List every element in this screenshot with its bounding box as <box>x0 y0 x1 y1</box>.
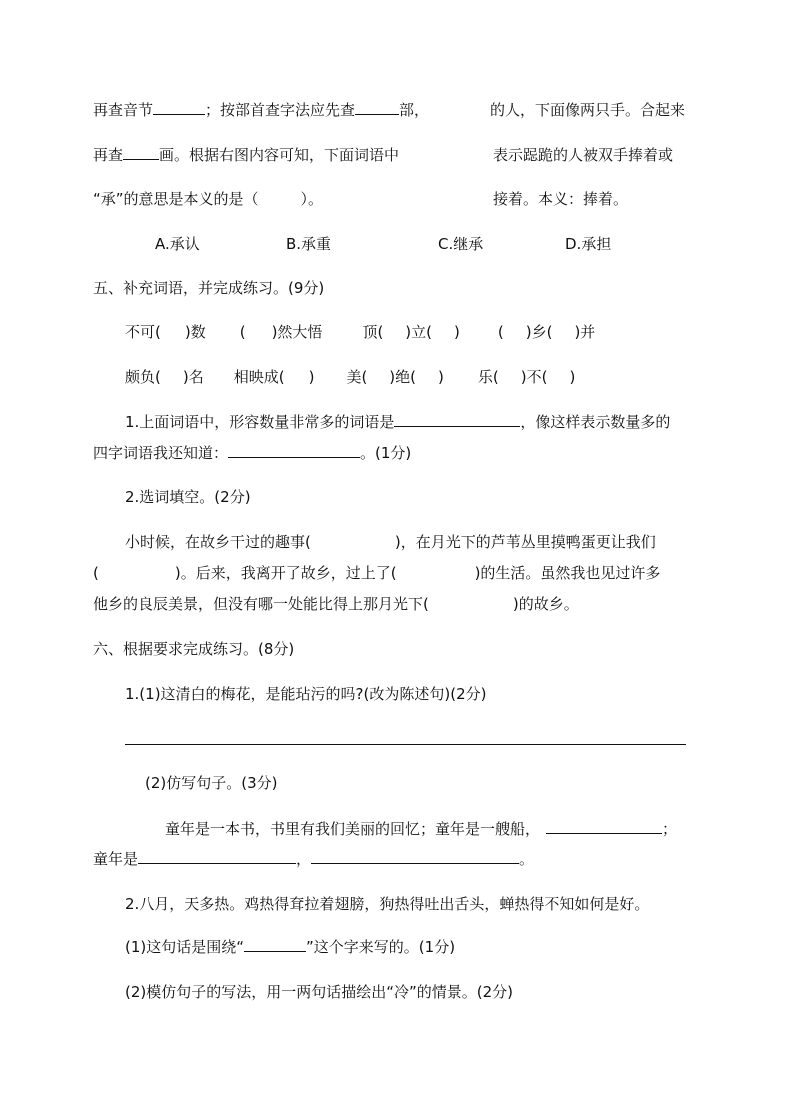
imitation-line-1: 童年是一本书，书里有我们美丽的回忆；童年是一艘船， ； <box>165 820 678 838</box>
option-d: D.承担 <box>565 235 612 253</box>
question-6-2: 2.八月，天多热。鸡热得耷拉着翅膀，狗热得吐出舌头，蝉热得不知如何是好。 <box>125 895 650 913</box>
question-5-2: 2.选词填空。(2分) <box>125 488 251 506</box>
line-1: 再查音节 ；按部首查字法应先查 部， <box>93 101 430 119</box>
blank-imitation-1[interactable] <box>546 819 662 834</box>
side-note-2: 表示跽跪的人被双手捧着或 <box>493 146 674 164</box>
paragraph-line-3: 他乡的良辰美景，但没有哪一处能比得上那月光下( )的故乡。 <box>93 595 579 613</box>
idiom-row-2: 颇负( )名 相映成( ) 美( )绝( ) 乐( )不( ) <box>125 368 576 386</box>
blank-syllable[interactable] <box>153 100 205 115</box>
blank-strokes[interactable] <box>123 145 159 160</box>
blank-many-words[interactable] <box>394 412 520 427</box>
question-6-1-2: (2)仿写句子。(3分) <box>145 774 278 792</box>
blank-radical[interactable] <box>355 100 399 115</box>
line-2: 再查 画。根据右图内容可知，下面词语中 <box>93 146 400 164</box>
question-6-2-2: (2)模仿句子的写法，用一两句话描绘出“冷”的情景。(2分) <box>125 983 514 1001</box>
question-6-2-1: (1)这句话是围绕“ ”这个字来写的。(1分) <box>125 938 456 956</box>
side-note-1: 的人，下面像两只手。合起来 <box>490 101 686 119</box>
blank-imitation-2[interactable] <box>138 849 296 864</box>
idiom-row-1: 不可( )数 ( )然大悟 顶( )立( ) ( )乡( )并 <box>125 323 596 341</box>
paragraph-line-1: 小时候，在故乡干过的趣事( )，在月光下的芦苇丛里摸鸭蛋更让我们 <box>125 533 656 551</box>
question-6-1: 1.(1)这清白的梅花，是能玷污的吗?(改为陈述句)(2分) <box>125 685 487 703</box>
side-note-3: 接着。本义：捧着。 <box>493 190 629 208</box>
blank-imitation-3[interactable] <box>311 849 519 864</box>
imitation-line-2: 童年是 ， 。 <box>93 850 535 868</box>
line-3: “承”的意思是本义的是（ ）。 <box>93 190 324 208</box>
section-6-title: 六、根据要求完成练习。(8分) <box>93 640 295 658</box>
section-5-title: 五、补充词语，并完成练习。(9分) <box>93 279 325 297</box>
option-b: B.承重 <box>286 235 332 253</box>
question-5-1-cont: 四字词语我还知道： 。(1分) <box>93 444 412 462</box>
question-5-1: 1.上面词语中，形容数量非常多的词语是 ，像这样表示数量多的 <box>125 413 671 431</box>
answer-line[interactable] <box>125 744 686 745</box>
blank-extra-idioms[interactable] <box>228 443 360 458</box>
paragraph-line-2: ( )。后来，我离开了故乡，过上了( )的生活。虽然我也见过许多 <box>93 564 661 582</box>
blank-key-character[interactable] <box>244 937 306 952</box>
option-a: A.承认 <box>155 235 200 253</box>
option-c: C.继承 <box>438 235 484 253</box>
